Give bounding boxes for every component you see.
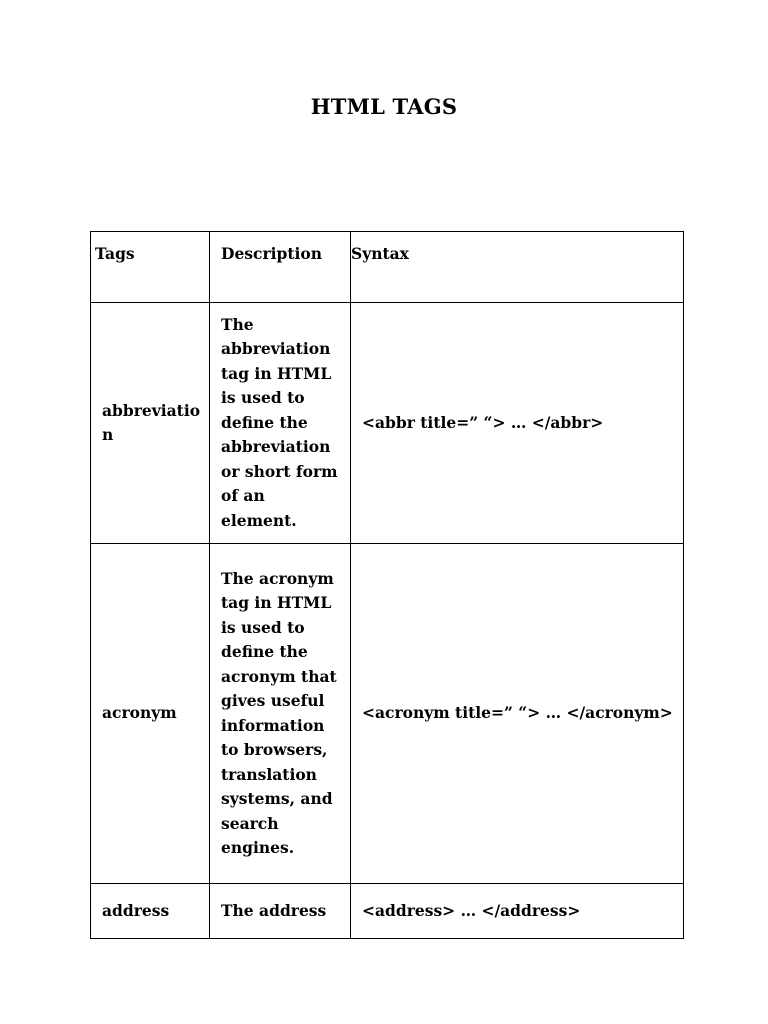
table-row bbox=[91, 884, 684, 939]
syntax-cell: <acronym title=” “> … </acronym> bbox=[351, 544, 684, 884]
syntax-cell: <address> … </address> bbox=[351, 884, 684, 939]
description-cell: The address bbox=[210, 884, 351, 939]
table-row bbox=[91, 303, 684, 544]
description-cell: The acronym tag in HTML is used to define the acronym that gives useful information to browsers, translation systems, and search engines. bbox=[210, 544, 351, 884]
syntax-cell: <abbr title=” “> … </abbr> bbox=[351, 303, 684, 544]
tag-cell: acronym bbox=[91, 544, 210, 884]
tag-cell: address bbox=[91, 884, 210, 939]
description-cell: The abbreviation tag in HTML is used to define the abbreviation or short form of an element. bbox=[210, 303, 351, 544]
header-tags: Tags bbox=[91, 232, 210, 303]
html-tags-table bbox=[90, 231, 684, 939]
header-description: Description bbox=[210, 232, 351, 303]
header-syntax: Syntax bbox=[351, 232, 684, 303]
tag-cell: abbreviation bbox=[91, 303, 210, 544]
page-title: HTML TAGS bbox=[310, 94, 458, 119]
table-row bbox=[91, 544, 684, 884]
table-header-row bbox=[91, 232, 684, 303]
